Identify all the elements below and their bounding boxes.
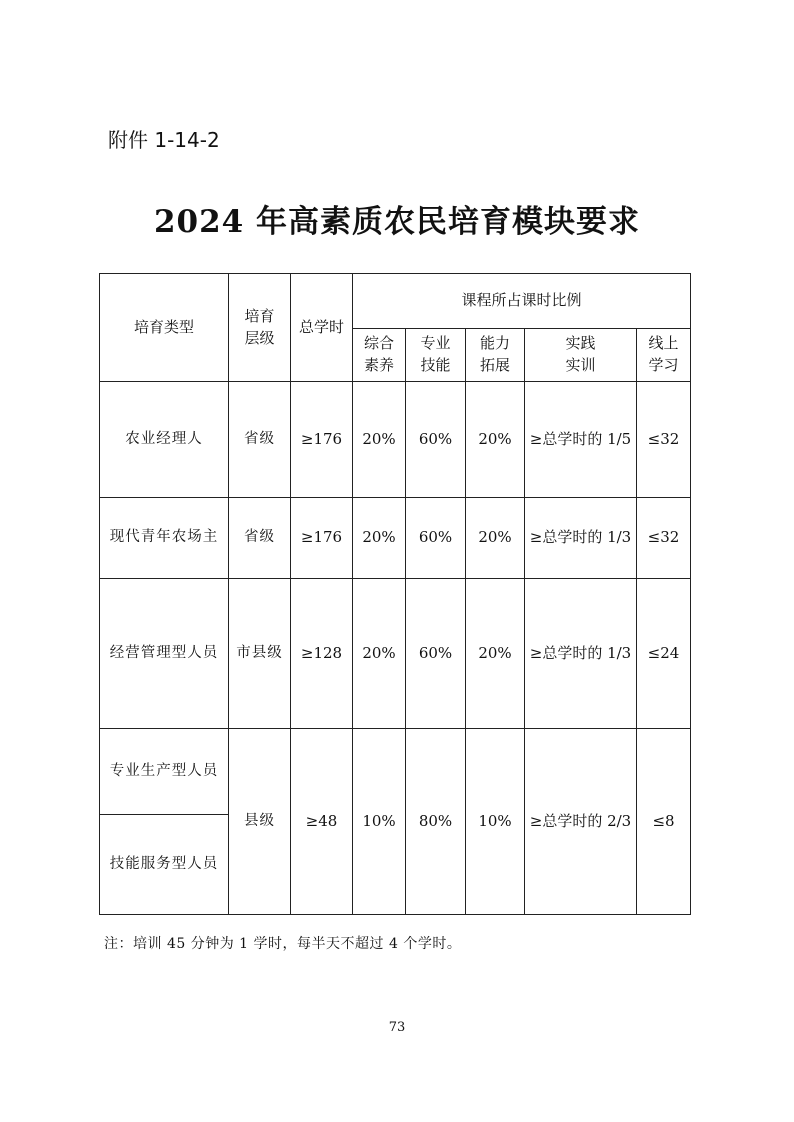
cell-online: ≤32 — [637, 498, 691, 579]
cell-type: 经营管理型人员 — [100, 579, 229, 729]
cell-comprehensive: 20% — [353, 498, 406, 579]
header-level: 培育 层级 — [229, 274, 291, 382]
cell-total: ≥48 — [291, 729, 353, 915]
cell-online: ≤8 — [637, 729, 691, 915]
cell-professional: 80% — [406, 729, 466, 915]
document-title: 2024 年高素质农民培育模块要求 — [153, 204, 641, 240]
cell-comprehensive: 20% — [353, 579, 406, 729]
cell-capability: 20% — [466, 382, 525, 498]
header-capability: 能力 拓展 — [466, 329, 525, 382]
header-professional: 专业 技能 — [406, 329, 466, 382]
table-row — [100, 498, 691, 579]
cell-professional: 60% — [406, 579, 466, 729]
table-row — [100, 382, 691, 498]
cell-type: 现代青年农场主 — [100, 498, 229, 579]
cell-comprehensive: 10% — [353, 729, 406, 915]
cell-online: ≤32 — [637, 382, 691, 498]
table-row — [100, 729, 691, 815]
cell-capability: 10% — [466, 729, 525, 915]
cell-online: ≤24 — [637, 579, 691, 729]
cell-practice: ≥总学时的 1/3 — [525, 579, 637, 729]
cell-type: 专业生产型人员 — [100, 729, 229, 815]
attachment-label: 附件 1-14-2 — [108, 128, 220, 152]
cell-capability: 20% — [466, 579, 525, 729]
cell-level: 省级 — [229, 498, 291, 579]
cell-type: 技能服务型人员 — [100, 815, 229, 915]
header-type: 培育类型 — [100, 274, 229, 382]
requirements-table — [99, 273, 691, 915]
cell-level: 县级 — [229, 729, 291, 915]
footnote: 注：培训 45 分钟为 1 学时，每半天不超过 4 个学时。 — [104, 936, 462, 952]
cell-level: 省级 — [229, 382, 291, 498]
header-comprehensive: 综合 素养 — [353, 329, 406, 382]
header-total-hours: 总学时 — [291, 274, 353, 382]
cell-practice: ≥总学时的 1/3 — [525, 498, 637, 579]
cell-comprehensive: 20% — [353, 382, 406, 498]
page-number: 73 — [388, 1020, 406, 1035]
cell-total: ≥176 — [291, 498, 353, 579]
cell-professional: 60% — [406, 382, 466, 498]
header-online: 线上 学习 — [637, 329, 691, 382]
table-row — [100, 579, 691, 729]
cell-practice: ≥总学时的 2/3 — [525, 729, 637, 915]
cell-total: ≥128 — [291, 579, 353, 729]
cell-type: 农业经理人 — [100, 382, 229, 498]
cell-practice: ≥总学时的 1/5 — [525, 382, 637, 498]
cell-capability: 20% — [466, 498, 525, 579]
cell-total: ≥176 — [291, 382, 353, 498]
cell-professional: 60% — [406, 498, 466, 579]
header-practice: 实践 实训 — [525, 329, 637, 382]
cell-level: 市县级 — [229, 579, 291, 729]
header-ratio-group: 课程所占课时比例 — [353, 274, 691, 329]
